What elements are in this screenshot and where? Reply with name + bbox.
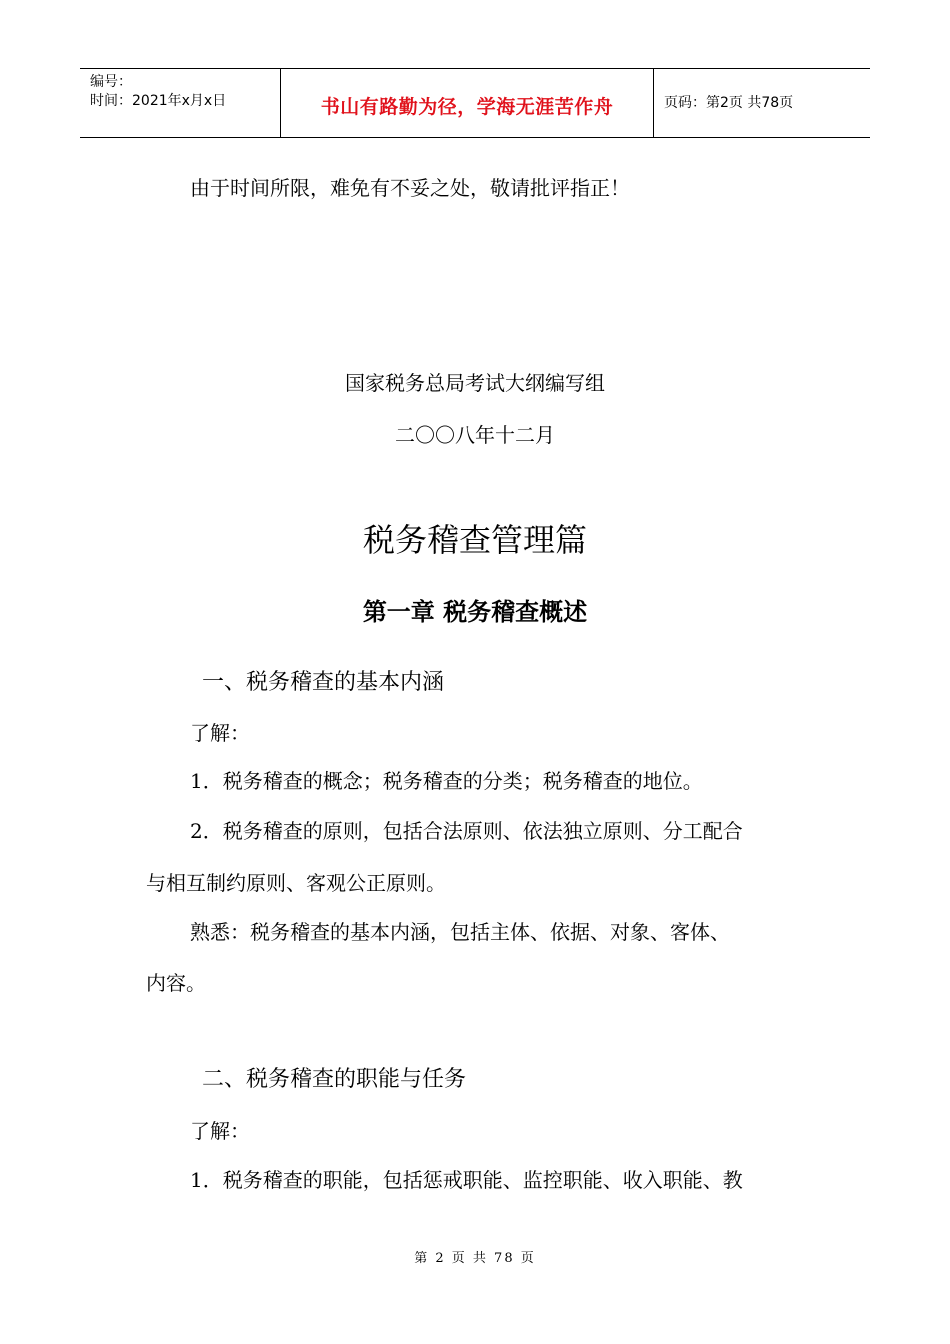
document-number-label: 编号： (90, 74, 132, 90)
header-motto-cell (281, 69, 654, 137)
body-line: 1．税务稽查的概念；税务稽查的分类；税务稽查的地位。 (190, 769, 703, 793)
signature-date: 二〇〇八年十二月 (395, 423, 555, 447)
document-time-label: 时间：2021年x月x日 (90, 93, 227, 109)
document-title: 税务稽查管理篇 (362, 521, 587, 559)
intro-line: 由于时间所限，难免有不妥之处，敬请批评指正！ (190, 176, 630, 200)
header-meta (80, 69, 281, 137)
body-line: 了解： (190, 1119, 250, 1143)
body-line: 了解： (190, 721, 250, 745)
header-motto: 书山有路勤为径，学海无涯苦作舟 (320, 96, 614, 118)
section-heading: 一、税务稽查的基本内涵 (202, 670, 445, 695)
body-line: 1．税务稽查的职能，包括惩戒职能、监控职能、收入职能、教 (190, 1168, 743, 1192)
body-line: 内容。 (146, 971, 206, 995)
page-header (80, 68, 870, 138)
header-page-cell (654, 69, 870, 137)
page-footer: 第 2 页 共 78 页 (414, 1251, 536, 1266)
section-heading: 二、税务稽查的职能与任务 (202, 1067, 467, 1092)
header-page-info: 页码：第2页 共78页 (664, 95, 794, 111)
signature-org: 国家税务总局考试大纲编写组 (345, 371, 605, 395)
chapter-heading: 第一章 税务稽查概述 (362, 598, 588, 626)
body-line: 与相互制约原则、客观公正原则。 (146, 871, 446, 895)
body-line: 熟悉：税务稽查的基本内涵，包括主体、依据、对象、客体、 (190, 920, 730, 944)
body-line: 2．税务稽查的原则，包括合法原则、依法独立原则、分工配合 (190, 819, 743, 843)
